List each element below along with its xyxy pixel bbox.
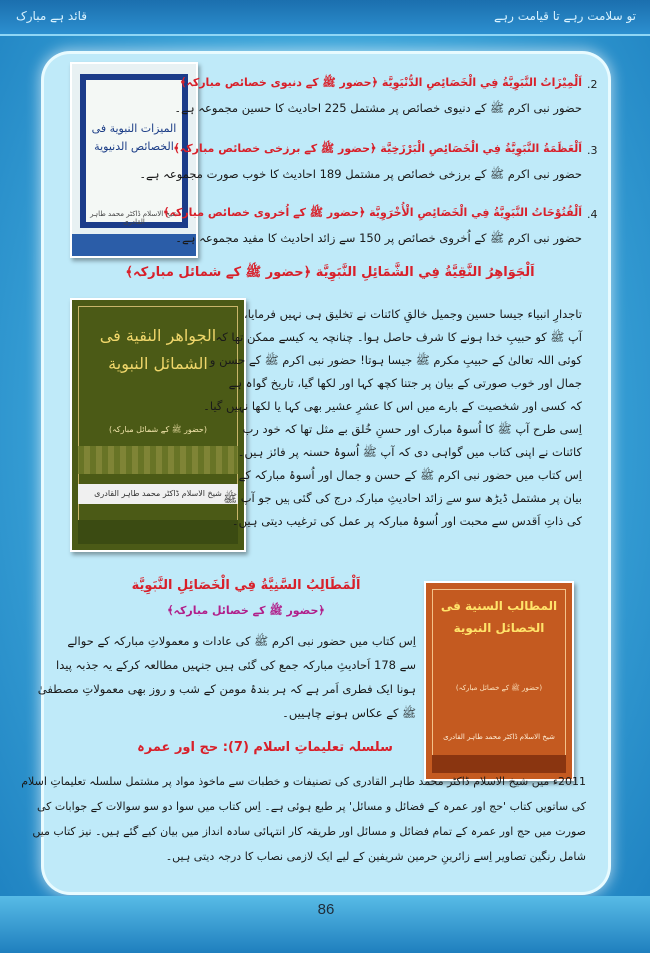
paragraph-line: اِس کتاب میں حضور نبی اکرم ﷺ کی عادات و معمولاتِ مبارکہ کے حوالے xyxy=(67,634,416,648)
book-cover-frame xyxy=(80,74,188,228)
book-cover-author: شیخ الاسلام ڈاکٹر محمد طاہر القادری xyxy=(443,733,555,741)
paragraph-line: اِسی طرح آپ ﷺ کا اُسوۂ مبارک اور حسنِ خُلق بے مثل تھا کہ خود رب xyxy=(242,422,582,436)
header-bar xyxy=(0,0,650,36)
paragraph-line: سے 178 اَحادیثِ مبارکہ جمع کی گئی ہیں جنہیں مطالعہ کرکے یہ جذبہ پیدا xyxy=(56,658,416,672)
paragraph-line: کوئی اللہ تعالیٰ کے حبیبِ مکرم ﷺ جیسا ہوتا! حضور نبی اکرم ﷺ کے حسن و xyxy=(209,353,582,367)
section-title-matalib: اَلْمَطَالِبُ السَّنِيَّةُ فِي الْخَصَائِلِ النَّبَوِيَّة xyxy=(131,578,361,593)
header-left-text: قائد ہے مبارک xyxy=(16,9,87,23)
item-number: .2 xyxy=(587,78,598,91)
item-description: حضور نبی اکرم ﷺ کے برزخی خصائص پر مشتمل 189 احادیث کا خوب صورت مجموعہ ہے۔ xyxy=(139,167,582,181)
book-cover-matalib xyxy=(424,581,574,781)
book-cover-title: المیزات النبویة فی الخصائص الدنیویة xyxy=(91,122,177,153)
paragraph-line: تاجدارِ انبیاء جیسا حسین وجمیل خالقِ کائنات نے تخلیق ہی نہیں فرمایا، xyxy=(243,307,582,321)
paragraph-line: شامل رنگین تصاویر اِسے زائرینِ حرمین شریفین کے لیے ایک لازمی نصاب کا درجہ دیتی ہیں۔ xyxy=(165,850,586,863)
item-title: اَلْمِيْزَاتُ النَّبَوِيَّةُ فِي الْخَصَائِصِ الدُّنْيَوِيَّة ﴿حضور ﷺ کے دنیوی خصائص مبارکہ﴾ xyxy=(179,76,582,89)
paragraph-line: کی ساتویں کتاب 'حج اور عمرہ کے فضائل و مسائل' پر طبع ہوئی ہے۔ اِس کتاب میں سوا دو سو سوالات کے جوابات کی xyxy=(36,800,586,813)
item-description: حضور نبی اکرم ﷺ کے دنیوی خصائص پر مشتمل 225 احادیث کا حسین مجموعہ ہے۔ xyxy=(174,101,582,115)
page-number: 86 xyxy=(317,901,335,918)
book-cover-band xyxy=(78,520,238,544)
item-title: اَلْفُتُوْحَاتُ النَّبَوِيَّةُ فِي الْخَصَائِصِ الْأُخْرَوِيَّة ﴿حضور ﷺ کے اُخروی خصائص مبارکہ﴾ xyxy=(163,206,582,219)
section-title-jawahir: اَلْجَوَاهِرُ النَّقِيَّةُ فِي الشَّمَائِلِ النَّبَوِيَّة ﴿حضور ﷺ کے شمائل مبارکہ﴾ xyxy=(125,265,535,280)
item-number: .3 xyxy=(587,144,598,157)
paragraph-line: کہ کسی اور شخصیت کے بارے میں اس کا عشرِ عشیر بھی کہا یا لکھا نہیں گیا۔ xyxy=(203,399,582,413)
paragraph-line: بیان پر مشتمل ڈیڑھ سو سے زائد احادیثِ مبارکہ درج کی گئی ہیں جو آپ ﷺ xyxy=(223,491,582,505)
book-cover-title: المطالب السنية فی الخصائل النبوية xyxy=(440,599,558,635)
paragraph-line: اِس کتاب میں حضور نبی اکرم ﷺ کے حسن و جمال اور اُسوۂ مبارکہ کے xyxy=(238,468,582,482)
book-cover-author: شیخ الاسلام ڈاکٹر محمد طاہر القادری xyxy=(78,484,238,504)
item-number: .4 xyxy=(587,208,598,221)
section-title-hajj: سلسلہ تعلیماتِ اسلام (7): حج اور عمرہ xyxy=(137,740,393,755)
book-cover-band xyxy=(432,755,566,773)
paragraph-line: صورت میں حج اور عمرہ کے تمام فضائل و مسائل اور طریقہ کار انتہائی سادہ انداز میں بیان کیے گئے ہیں۔ نیز کتاب میں xyxy=(32,825,586,838)
paragraph-line: ہونا ایک فطری اَمر ہے کہ ہر بندۂ مومن کے شب و روز بھی معمولاتِ مصطفیٰ xyxy=(37,682,416,696)
book-cover-title: الجواهر النقية فی الشمائل النبوية xyxy=(99,326,217,373)
paragraph-line: آپ ﷺ کو حبیبِ خدا ہونے کا شرف حاصل ہوا۔ چنانچہ یہ کیسے ممکن تھا کہ xyxy=(215,330,582,344)
header-right-text: تو سلامت رہے تا قیامت رہے xyxy=(494,9,636,23)
paragraph-line: کائنات نے اپنی کتاب میں گواہی دی کہ آپ ﷺ اُسوۂ حسنہ پر فائز ہیں۔ xyxy=(237,445,582,459)
item-description: حضور نبی اکرم ﷺ کے اُخروی خصائص پر 150 سے زائد احادیث کا مفید مجموعہ ہے۔ xyxy=(175,231,582,245)
book-cover-author: شیخ الاسلام ڈاکٹر محمد طاہر القادری xyxy=(90,210,178,226)
book-cover-pattern xyxy=(78,446,238,474)
paragraph-line: ﷺ کے عکاس ہونے چاہییں۔ xyxy=(282,706,416,720)
book-cover-subtitle: (حضور ﷺ کے خصائل مبارکہ) xyxy=(455,684,543,692)
paragraph-line: کی ذاتِ اَقدس سے محبت اور اُسوۂ مبارکہ پر عمل کی ترغیب دیتی ہیں۔ xyxy=(231,514,582,528)
book-cover-subtitle: (حضور ﷺ کے شمائل مبارکہ) xyxy=(109,425,207,434)
item-title: اَلْعَظَمَةُ النَّبَوِيَّةُ فِي الْخَصَائِصِ الْبَرْزَخِيَّة ﴿حضور ﷺ کے برزخی خصائص مبارکہ﴾ xyxy=(173,142,582,155)
paragraph-line: جمال اور خوب صورتی کے بیان پر جتنا کچھ کہا اور لکھا گیا، تاریخ گواہ ہے xyxy=(228,376,582,390)
paragraph-line: 2011ء میں شیخ الاسلام ڈاکٹر محمد طاہر القادری کی تصنیفات و خطبات سے ماخوذ مواد پر مشتمل سلسلہ تعلیماتِ اسلام xyxy=(21,775,586,788)
section-subtitle-matalib: ﴿حضور ﷺ کے خصائل مبارکہ﴾ xyxy=(167,604,325,617)
